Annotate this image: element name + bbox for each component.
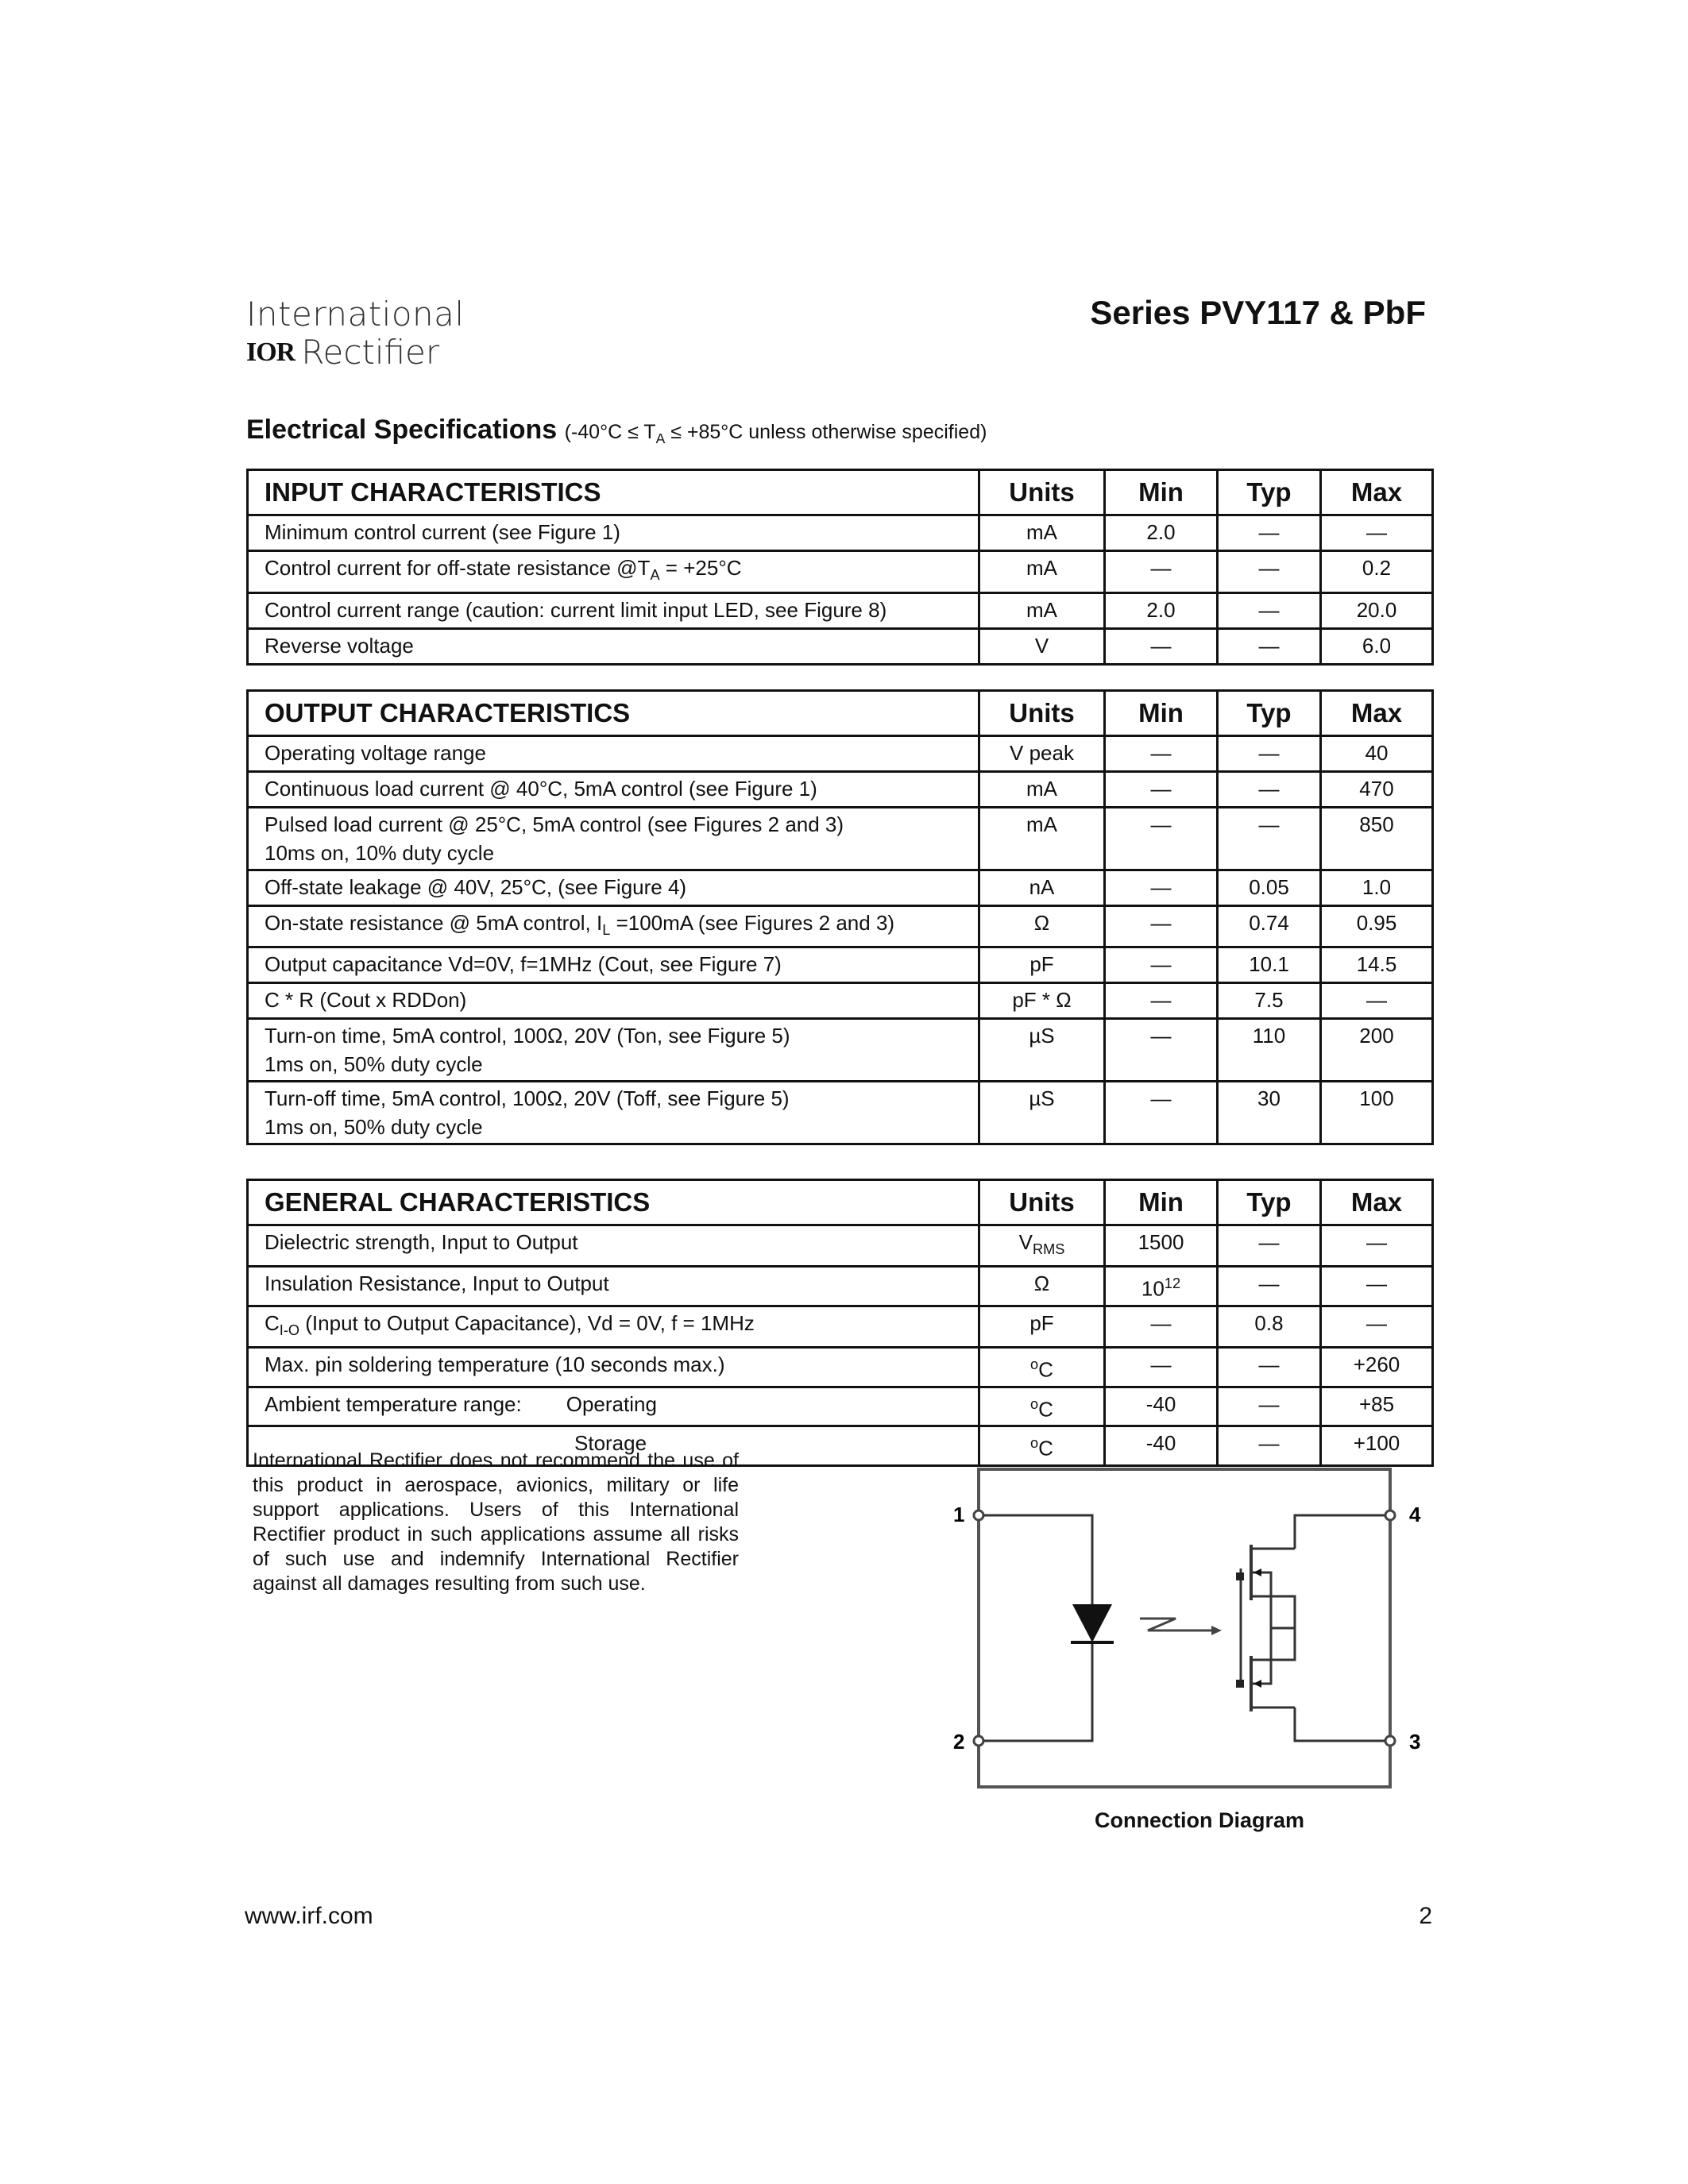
min-cell: 2.0	[1105, 515, 1218, 551]
min-cell: 1500	[1105, 1225, 1218, 1267]
typ-cell: —	[1218, 593, 1321, 629]
max-cell: +100	[1321, 1426, 1433, 1466]
max-cell: 14.5	[1321, 947, 1433, 983]
column-header-typ: Typ	[1218, 1180, 1321, 1225]
column-header-max: Max	[1321, 691, 1433, 736]
logo-mark: IOR	[246, 338, 295, 367]
table-row	[248, 772, 1433, 808]
min-cell: —	[1105, 983, 1218, 1019]
units-cell: V	[979, 629, 1105, 665]
input-characteristics-table	[246, 469, 1434, 666]
min-cell: —	[1105, 1019, 1218, 1082]
column-header-typ: Typ	[1218, 470, 1321, 515]
mosfet-2-arrow	[1253, 1680, 1261, 1688]
max-cell: —	[1321, 1225, 1433, 1267]
param-cell: On-state resistance @ 5mA control, $I_L =100mA$ (see Figures 2 and 3)	[248, 906, 979, 947]
param-cell: Control current range (caution: current limit input LED, see Figure 8)	[248, 593, 979, 629]
param-cell: Continuous load current @ 40°C, 5mA control (see Figure 1)	[248, 772, 979, 808]
column-header-units: Units	[979, 470, 1105, 515]
column-header-min: Min	[1105, 691, 1218, 736]
units-cell: mA	[979, 593, 1105, 629]
table-row	[248, 1019, 1433, 1082]
table-row	[248, 906, 1433, 947]
pin-label-1: 1	[953, 1503, 965, 1526]
typ-cell: 7.5	[1218, 983, 1321, 1019]
gate-node-1	[1236, 1572, 1244, 1580]
typ-cell: —	[1218, 551, 1321, 593]
min-cell: —	[1105, 1082, 1218, 1144]
min-cell: -40	[1105, 1387, 1218, 1426]
max-cell: 1.0	[1321, 870, 1433, 906]
company-logo	[246, 295, 465, 372]
typ-cell: —	[1218, 808, 1321, 870]
param-cell: Ambient temperature range: Operating	[248, 1387, 979, 1426]
min-cell: —	[1105, 736, 1218, 772]
typ-cell: 0.8	[1218, 1306, 1321, 1347]
param-cell: $C_{I-O}$ (Input to Output Capacitance), Vd = 0V, f = 1MHz	[248, 1306, 979, 1347]
logo-text-rectifier: Rectifier	[301, 333, 440, 372]
min-cell: -40	[1105, 1426, 1218, 1466]
table-row	[248, 808, 1433, 870]
max-cell: 40	[1321, 736, 1433, 772]
typ-cell: —	[1218, 1387, 1321, 1426]
param-cell: Reverse voltage	[248, 629, 979, 665]
table-header-row	[248, 691, 1433, 736]
units-cell: $^o$C	[979, 1348, 1105, 1387]
units-cell: pF	[979, 947, 1105, 983]
param-cell: C * R (Cout x RDDon)	[248, 983, 979, 1019]
min-cell: —	[1105, 1348, 1218, 1387]
min-cell: —	[1105, 551, 1218, 593]
table-row	[248, 551, 1433, 593]
column-header-min: Min	[1105, 470, 1218, 515]
column-header-max: Max	[1321, 470, 1433, 515]
typ-cell: —	[1218, 1426, 1321, 1466]
units-cell: mA	[979, 808, 1105, 870]
min-cell: 2.0	[1105, 593, 1218, 629]
typ-cell: —	[1218, 629, 1321, 665]
spec-heading	[246, 415, 987, 447]
diagram-caption: Connection Diagram	[1095, 1808, 1305, 1832]
table-row	[248, 1082, 1433, 1144]
min-cell: —	[1105, 870, 1218, 906]
typ-cell: 110	[1218, 1019, 1321, 1082]
max-cell: +260	[1321, 1348, 1433, 1387]
table-header-row	[248, 470, 1433, 515]
package-outline	[979, 1469, 1390, 1787]
table-title: OUTPUT CHARACTERISTICS	[248, 691, 979, 736]
param-cell: Max. pin soldering temperature (10 seconds max.)	[248, 1348, 979, 1387]
footer-url: www.irf.com	[245, 1903, 373, 1929]
general-characteristics-table	[246, 1179, 1434, 1467]
param-cell: Turn-on time, 5mA control, 100Ω, 20V (Ton, see Figure 5) 1ms on, 50% duty cycle	[248, 1019, 979, 1082]
param-cell: Pulsed load current @ 25°C, 5mA control (see Figures 2 and 3) 10ms on, 10% duty cycle	[248, 808, 979, 870]
param-cell: Operating voltage range	[248, 736, 979, 772]
param-cell: Output capacitance Vd=0V, f=1MHz (Cout, see Figure 7)	[248, 947, 979, 983]
max-cell: +85	[1321, 1387, 1433, 1426]
table-header-row	[248, 1180, 1433, 1225]
table-row	[248, 515, 1433, 551]
disclaimer-text: International Rectifier does not recommend the use of this product in aerospace, avionics, military or life support applications. Users of this International Rectifier product in such applications assume all risks of such use and indemnify International Rectifier against all damages resulting from such use.	[253, 1449, 739, 1595]
units-cell: $^o$C	[979, 1387, 1105, 1426]
max-cell: 0.95	[1321, 906, 1433, 947]
led-diode-symbol	[1072, 1604, 1112, 1642]
typ-cell: —	[1218, 1225, 1321, 1267]
units-cell: $V_{RMS}$	[979, 1225, 1105, 1267]
pin-label-3: 3	[1409, 1730, 1421, 1754]
min-cell: $10^{12}$	[1105, 1267, 1218, 1306]
typ-cell: 0.74	[1218, 906, 1321, 947]
max-cell: 20.0	[1321, 593, 1433, 629]
pin-4-terminal	[1385, 1511, 1395, 1520]
min-cell: —	[1105, 906, 1218, 947]
min-cell: —	[1105, 947, 1218, 983]
column-header-min: Min	[1105, 1180, 1218, 1225]
table-row	[248, 629, 1433, 665]
typ-cell: —	[1218, 515, 1321, 551]
param-cell: Turn-off time, 5mA control, 100Ω, 20V (Toff, see Figure 5) 1ms on, 50% duty cycle	[248, 1082, 979, 1144]
max-cell: —	[1321, 983, 1433, 1019]
light-emission-arrow	[1140, 1619, 1211, 1630]
table-row	[248, 736, 1433, 772]
units-cell: nA	[979, 870, 1105, 906]
typ-cell: —	[1218, 1348, 1321, 1387]
units-cell: pF * Ω	[979, 983, 1105, 1019]
units-cell: µS	[979, 1019, 1105, 1082]
param-cell: Dielectric strength, Input to Output	[248, 1225, 979, 1267]
typ-cell: —	[1218, 772, 1321, 808]
spec-heading-title: Electrical Specifications	[246, 415, 558, 445]
typ-cell: 30	[1218, 1082, 1321, 1144]
table-title: INPUT CHARACTERISTICS	[248, 470, 979, 515]
min-cell: —	[1105, 772, 1218, 808]
gate-node-2	[1236, 1680, 1244, 1688]
pin-label-2: 2	[953, 1730, 965, 1754]
max-cell: 850	[1321, 808, 1433, 870]
units-cell: V peak	[979, 736, 1105, 772]
units-cell: $^o$C	[979, 1426, 1105, 1466]
max-cell: 6.0	[1321, 629, 1433, 665]
series-title: Series PVY117 & PbF	[1090, 294, 1426, 331]
mosfet-1-arrow	[1253, 1569, 1261, 1576]
column-header-units: Units	[979, 691, 1105, 736]
table-row	[248, 1267, 1433, 1306]
units-cell: mA	[979, 551, 1105, 593]
units-cell: Ω	[979, 1267, 1105, 1306]
table-row	[248, 1225, 1433, 1267]
pin-2-terminal	[974, 1736, 983, 1746]
table-row	[248, 593, 1433, 629]
typ-cell: —	[1218, 736, 1321, 772]
pin-label-4: 4	[1409, 1503, 1421, 1526]
table-row	[248, 1348, 1433, 1387]
units-cell: mA	[979, 515, 1105, 551]
max-cell: 0.2	[1321, 551, 1433, 593]
max-cell: 100	[1321, 1082, 1433, 1144]
max-cell: —	[1321, 515, 1433, 551]
max-cell: 470	[1321, 772, 1433, 808]
table-row	[248, 870, 1433, 906]
param-cell: Off-state leakage @ 40V, 25°C, (see Figure 4)	[248, 870, 979, 906]
param-cell: Minimum control current (see Figure 1)	[248, 515, 979, 551]
table-row	[248, 947, 1433, 983]
table-row	[248, 983, 1433, 1019]
led-wiring	[983, 1515, 1092, 1741]
min-cell: —	[1105, 629, 1218, 665]
param-cell: Control current for off-state resistance $@T_A = +25^\circ C$	[248, 551, 979, 593]
param-cell: Insulation Resistance, Input to Output	[248, 1267, 979, 1306]
table-title: GENERAL CHARACTERISTICS	[248, 1180, 979, 1225]
pin-1-terminal	[974, 1511, 983, 1520]
min-cell: —	[1105, 808, 1218, 870]
typ-cell: —	[1218, 1267, 1321, 1306]
mosfet-wiring	[1295, 1515, 1385, 1741]
typ-cell: 0.05	[1218, 870, 1321, 906]
param-cell: Storage	[248, 1426, 979, 1466]
logo-text-international: International	[246, 295, 465, 334]
max-cell: —	[1321, 1306, 1433, 1347]
typ-cell: 10.1	[1218, 947, 1321, 983]
arrow-head	[1211, 1626, 1222, 1635]
units-cell: µS	[979, 1082, 1105, 1144]
page-number: 2	[1419, 1903, 1432, 1929]
units-cell: mA	[979, 772, 1105, 808]
table-row	[248, 1387, 1433, 1426]
column-header-typ: Typ	[1218, 691, 1321, 736]
pin-3-terminal	[1385, 1736, 1395, 1746]
spec-heading-condition: ($-40^\circ C \le T_A \le +85^\circ C$ unless otherwise specified)	[564, 421, 987, 446]
max-cell: 200	[1321, 1019, 1433, 1082]
column-header-units: Units	[979, 1180, 1105, 1225]
output-characteristics-table	[246, 689, 1434, 1145]
units-cell: Ω	[979, 906, 1105, 947]
units-cell: pF	[979, 1306, 1105, 1347]
min-cell: —	[1105, 1306, 1218, 1347]
connection-diagram	[937, 1461, 1430, 1795]
table-row	[248, 1306, 1433, 1347]
max-cell: —	[1321, 1267, 1433, 1306]
column-header-max: Max	[1321, 1180, 1433, 1225]
